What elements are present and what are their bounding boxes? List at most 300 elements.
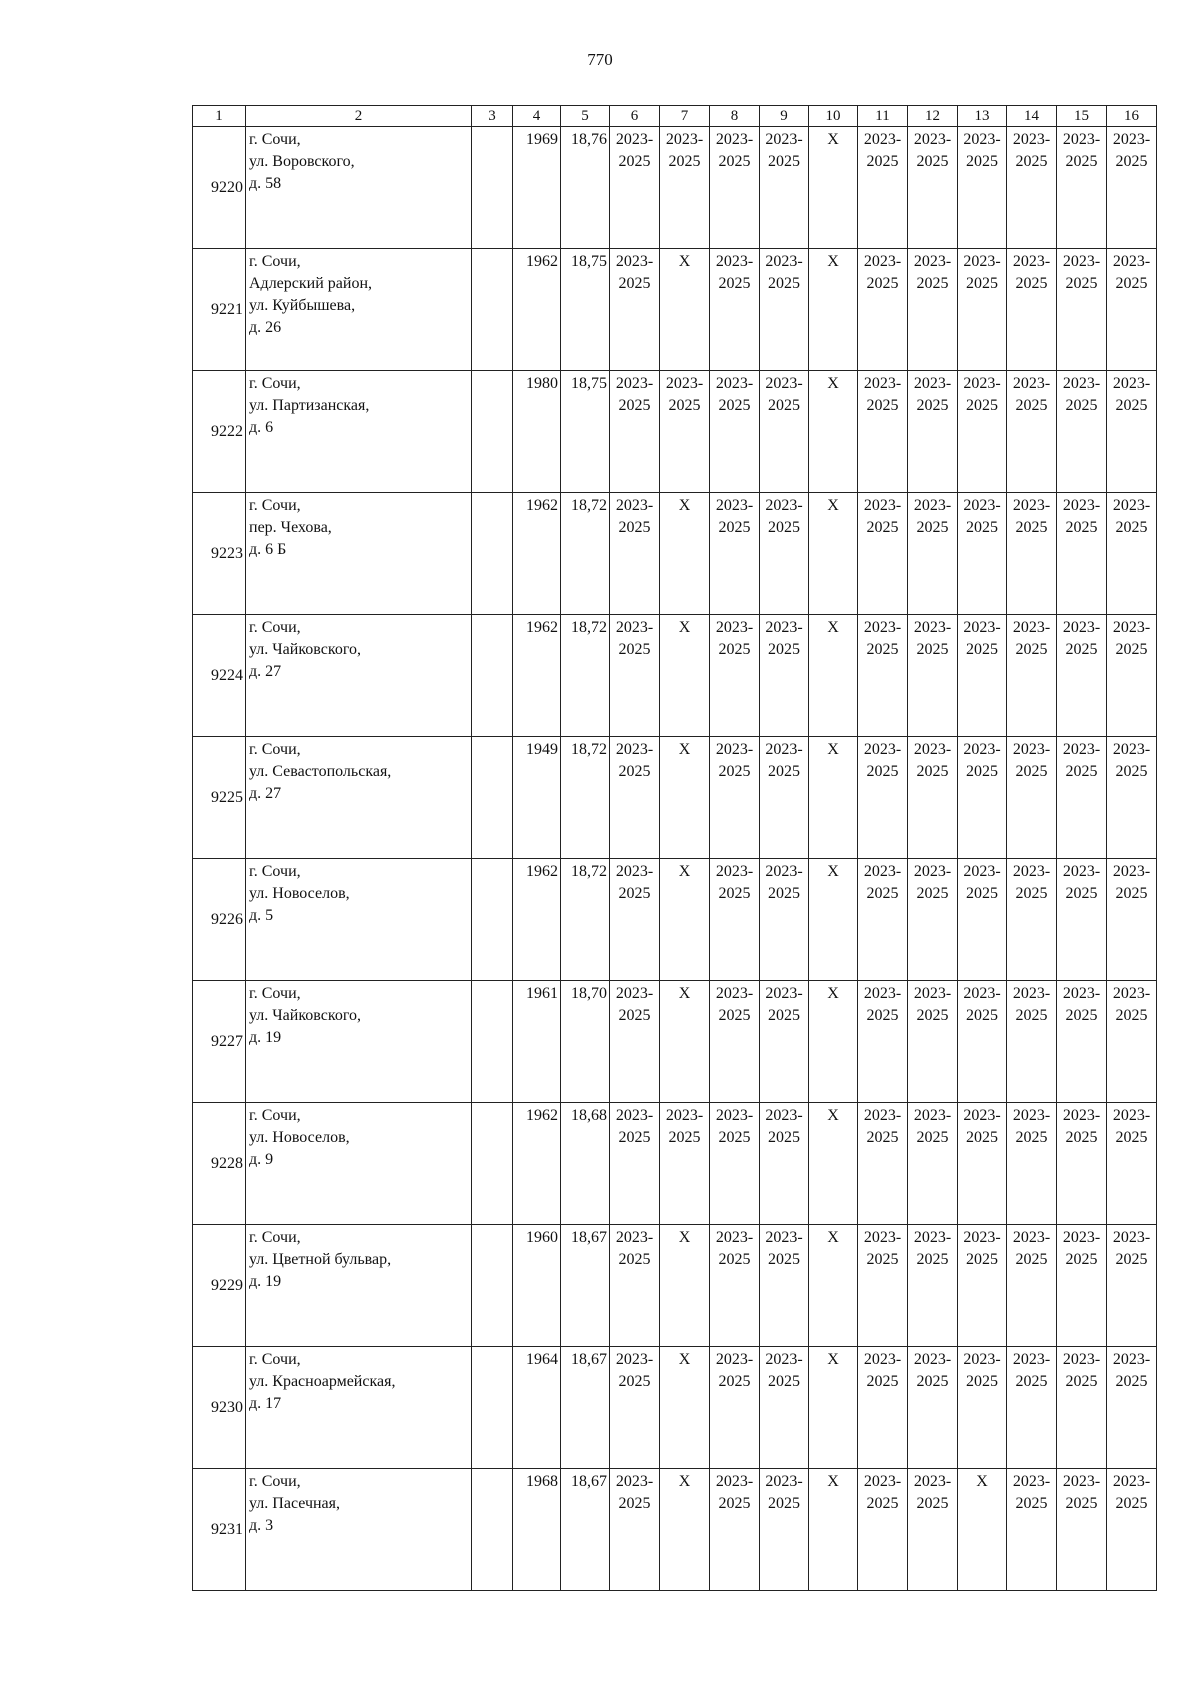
- period-line: 2023-: [963, 1107, 1001, 1124]
- value-cell: 18,76: [561, 127, 610, 249]
- period-line: Х: [678, 1473, 691, 1490]
- period-cell-col-14: [1007, 615, 1057, 737]
- period-line: Х: [678, 863, 691, 880]
- period-line: 2023-: [765, 1229, 803, 1246]
- address-cell: [246, 1469, 472, 1591]
- period-line: 2025: [866, 763, 899, 780]
- period-cell-col-10: [809, 249, 858, 371]
- period-cell-col-12: [908, 127, 958, 249]
- period-line: Х: [827, 375, 839, 392]
- period-line: 2025: [718, 153, 751, 170]
- period-line: 2025: [1115, 763, 1148, 780]
- period-line: Х: [678, 985, 691, 1002]
- period-cell-col-11: [858, 493, 908, 615]
- period-cell-col-11: [858, 1225, 908, 1347]
- period-line: Х: [827, 253, 839, 270]
- period-cell-col-9: [760, 1469, 809, 1591]
- period-line: 2023-: [1112, 741, 1151, 758]
- period-line: 2025: [1115, 641, 1148, 658]
- period-cell-col-9: [760, 371, 809, 493]
- column-3-cell: [472, 1225, 513, 1347]
- period-cell-col-6: [610, 1103, 660, 1225]
- period-line: 2023-: [913, 619, 952, 636]
- period-cell-col-16: [1107, 127, 1157, 249]
- period-line: 2023-: [1112, 131, 1151, 148]
- value-cell: 18,70: [561, 981, 610, 1103]
- address-cell: [246, 1347, 472, 1469]
- address-line: ул. Чайковского,: [249, 1007, 361, 1024]
- period-line: 2025: [1065, 519, 1098, 536]
- column-3-cell: [472, 127, 513, 249]
- period-line: 2025: [618, 641, 651, 658]
- address-cell: [246, 127, 472, 249]
- column-header-7: 7: [660, 106, 710, 127]
- period-cell-col-12: [908, 1103, 958, 1225]
- period-cell-col-12: [908, 493, 958, 615]
- address-line: д. 26: [249, 319, 282, 336]
- address-line: д. 9: [249, 1151, 274, 1168]
- period-line: 2023-: [1062, 1229, 1101, 1246]
- period-cell-col-7: [660, 1225, 710, 1347]
- period-line: 2025: [866, 1373, 899, 1390]
- period-line: 2025: [866, 1007, 899, 1024]
- period-line: 2025: [1015, 275, 1048, 292]
- year-cell: 1960: [513, 1225, 561, 1347]
- period-line: Х: [827, 1229, 839, 1246]
- period-cell-col-8: [710, 615, 760, 737]
- period-cell-col-14: [1007, 1103, 1057, 1225]
- column-header-2: 2: [246, 106, 472, 127]
- address-line: ул. Чайковского,: [249, 641, 361, 658]
- address-line: д. 3: [249, 1517, 274, 1534]
- period-line: 2023-: [715, 1107, 754, 1124]
- period-line: 2025: [768, 519, 800, 536]
- page-number: 770: [587, 50, 613, 69]
- period-cell-col-9: [760, 859, 809, 981]
- period-cell-col-10: [809, 859, 858, 981]
- period-line: 2023-: [615, 253, 654, 270]
- period-line: 2023-: [913, 131, 952, 148]
- value-cell: 18,72: [561, 737, 610, 859]
- period-cell-col-13: [958, 1469, 1007, 1591]
- period-line: 2023-: [913, 985, 952, 1002]
- address-cell: [246, 615, 472, 737]
- period-line: 2025: [1015, 1129, 1048, 1146]
- period-line: 2023-: [863, 985, 902, 1002]
- period-line: 2023-: [863, 497, 902, 514]
- period-line: 2023-: [863, 131, 902, 148]
- address-line: ул. Куйбышева,: [249, 297, 356, 314]
- period-line: 2025: [1115, 153, 1148, 170]
- address-line: г. Сочи,: [249, 619, 301, 636]
- period-cell-col-16: [1107, 371, 1157, 493]
- period-line: 2025: [916, 519, 949, 536]
- period-line: 2023-: [615, 1351, 654, 1368]
- period-cell-col-14: [1007, 249, 1057, 371]
- address-cell: [246, 493, 472, 615]
- column-header-10: 10: [809, 106, 858, 127]
- address-line: д. 19: [249, 1273, 282, 1290]
- period-line: 2023-: [963, 619, 1001, 636]
- value-cell: 18,72: [561, 615, 610, 737]
- period-cell-col-16: [1107, 1225, 1157, 1347]
- period-line: 2023-: [863, 1107, 902, 1124]
- column-3-cell: [472, 1103, 513, 1225]
- period-line: 2023-: [715, 497, 754, 514]
- period-line: 2023-: [963, 497, 1001, 514]
- registry-table: [192, 105, 1157, 1591]
- address-line: ул. Новоселов,: [249, 885, 350, 902]
- period-line: 2023-: [913, 253, 952, 270]
- year-cell: 1962: [513, 249, 561, 371]
- period-cell-col-12: [908, 1347, 958, 1469]
- period-cell-col-9: [760, 493, 809, 615]
- column-header-1: 1: [193, 106, 246, 127]
- period-cell-col-12: [908, 615, 958, 737]
- address-line: д. 5: [249, 907, 274, 924]
- period-line: 2023-: [1012, 863, 1051, 880]
- period-line: 2025: [718, 1495, 751, 1512]
- period-cell-col-7: [660, 493, 710, 615]
- period-line: 2025: [1015, 1251, 1048, 1268]
- period-cell-col-12: [908, 981, 958, 1103]
- period-line: 2025: [1015, 641, 1048, 658]
- address-line: д. 6 Б: [249, 541, 287, 558]
- period-cell-col-14: [1007, 127, 1057, 249]
- period-line: 2023-: [1012, 619, 1051, 636]
- column-3-cell: [472, 1347, 513, 1469]
- period-cell-col-9: [760, 615, 809, 737]
- period-line: 2025: [966, 885, 998, 902]
- period-line: Х: [678, 1351, 691, 1368]
- address-line: г. Сочи,: [249, 253, 301, 270]
- period-cell-col-10: [809, 493, 858, 615]
- period-cell-col-14: [1007, 981, 1057, 1103]
- period-line: 2025: [966, 763, 998, 780]
- period-line: 2023-: [1112, 863, 1151, 880]
- column-3-cell: [472, 737, 513, 859]
- column-3-cell: [472, 859, 513, 981]
- period-line: 2023-: [765, 497, 803, 514]
- period-line: 2023-: [615, 1229, 654, 1246]
- period-cell-col-6: [610, 1225, 660, 1347]
- period-cell-col-11: [858, 615, 908, 737]
- row-number: 9222: [193, 371, 246, 493]
- period-cell-col-14: [1007, 1469, 1057, 1591]
- row-number: 9221: [193, 249, 246, 371]
- period-line: 2023-: [863, 619, 902, 636]
- period-line: 2025: [618, 1495, 651, 1512]
- period-line: 2025: [618, 1373, 651, 1390]
- period-line: 2023-: [963, 985, 1001, 1002]
- period-line: 2023-: [615, 497, 654, 514]
- period-line: 2023-: [1012, 131, 1051, 148]
- period-line: 2025: [966, 1251, 998, 1268]
- column-header-8: 8: [710, 106, 760, 127]
- period-line: 2023-: [1112, 375, 1151, 392]
- period-line: 2025: [1065, 885, 1098, 902]
- row-number: 9229: [193, 1225, 246, 1347]
- period-line: 2023-: [963, 863, 1001, 880]
- period-cell-col-10: [809, 127, 858, 249]
- address-line: ул. Воровского,: [249, 153, 355, 170]
- period-line: 2023-: [1012, 741, 1051, 758]
- address-line: г. Сочи,: [249, 1229, 301, 1246]
- period-line: 2025: [1065, 153, 1098, 170]
- period-cell-col-13: [958, 615, 1007, 737]
- period-cell-col-16: [1107, 1347, 1157, 1469]
- period-cell-col-15: [1057, 1469, 1107, 1591]
- period-line: 2023-: [765, 131, 803, 148]
- period-line: 2025: [866, 397, 899, 414]
- period-line: 2023-: [1062, 1473, 1101, 1490]
- period-cell-col-11: [858, 1469, 908, 1591]
- period-line: 2023-: [863, 253, 902, 270]
- period-line: 2025: [718, 397, 751, 414]
- period-cell-col-9: [760, 127, 809, 249]
- address-line: г. Сочи,: [249, 741, 301, 758]
- period-line: Х: [827, 1351, 839, 1368]
- period-line: 2025: [768, 885, 800, 902]
- address-cell: [246, 371, 472, 493]
- period-line: 2025: [718, 641, 751, 658]
- period-line: 2023-: [1012, 375, 1051, 392]
- period-cell-col-6: [610, 981, 660, 1103]
- column-3-cell: [472, 249, 513, 371]
- period-line: 2025: [668, 397, 701, 414]
- period-line: 2025: [1065, 1129, 1098, 1146]
- period-cell-col-10: [809, 1103, 858, 1225]
- period-line: 2025: [768, 397, 800, 414]
- period-line: 2023-: [765, 1351, 803, 1368]
- period-line: 2025: [618, 275, 651, 292]
- period-cell-col-8: [710, 859, 760, 981]
- address-line: г. Сочи,: [249, 131, 301, 148]
- period-line: 2023-: [1012, 1351, 1051, 1368]
- column-header-row: [193, 106, 1157, 127]
- period-line: 2023-: [615, 1473, 654, 1490]
- address-line: д. 6: [249, 419, 274, 436]
- period-line: 2025: [718, 1373, 751, 1390]
- table-row: [193, 127, 1157, 249]
- table-row: [193, 1469, 1157, 1591]
- address-line: д. 58: [249, 175, 282, 192]
- period-cell-col-16: [1107, 859, 1157, 981]
- period-cell-col-13: [958, 1225, 1007, 1347]
- period-line: 2025: [966, 641, 998, 658]
- period-line: 2025: [1015, 763, 1048, 780]
- period-cell-col-16: [1107, 1103, 1157, 1225]
- period-line: Х: [827, 619, 839, 636]
- address-cell: [246, 1103, 472, 1225]
- period-line: 2025: [718, 885, 751, 902]
- address-line: г. Сочи,: [249, 497, 301, 514]
- period-cell-col-15: [1057, 493, 1107, 615]
- row-number: 9230: [193, 1347, 246, 1469]
- period-cell-col-6: [610, 737, 660, 859]
- period-line: 2025: [866, 519, 899, 536]
- year-cell: 1962: [513, 859, 561, 981]
- period-line: Х: [678, 253, 691, 270]
- address-line: д. 27: [249, 785, 282, 802]
- address-line: д. 17: [249, 1395, 282, 1412]
- period-line: 2025: [966, 519, 998, 536]
- period-cell-col-14: [1007, 1347, 1057, 1469]
- period-cell-col-10: [809, 371, 858, 493]
- period-line: 2025: [1015, 153, 1048, 170]
- value-cell: 18,68: [561, 1103, 610, 1225]
- period-cell-col-13: [958, 127, 1007, 249]
- period-cell-col-11: [858, 249, 908, 371]
- period-line: 2023-: [863, 863, 902, 880]
- period-line: 2025: [718, 763, 751, 780]
- period-cell-col-6: [610, 615, 660, 737]
- period-line: 2023-: [615, 741, 654, 758]
- period-cell-col-13: [958, 737, 1007, 859]
- period-line: 2023-: [715, 1229, 754, 1246]
- year-cell: 1964: [513, 1347, 561, 1469]
- column-header-15: 15: [1057, 106, 1107, 127]
- value-cell: 18,67: [561, 1347, 610, 1469]
- period-line: 2023-: [1112, 1351, 1151, 1368]
- period-cell-col-12: [908, 1225, 958, 1347]
- period-cell-col-13: [958, 493, 1007, 615]
- period-cell-col-13: [958, 1347, 1007, 1469]
- period-cell-col-6: [610, 1347, 660, 1469]
- period-line: 2025: [618, 519, 651, 536]
- period-line: 2023-: [615, 131, 654, 148]
- period-line: 2025: [1015, 1007, 1048, 1024]
- period-cell-col-12: [908, 371, 958, 493]
- period-line: 2023-: [765, 1107, 803, 1124]
- period-line: 2023-: [765, 253, 803, 270]
- period-line: 2023-: [963, 131, 1001, 148]
- period-line: Х: [976, 1473, 988, 1490]
- period-line: 2023-: [863, 1473, 902, 1490]
- column-header-9: 9: [760, 106, 809, 127]
- period-line: 2025: [866, 641, 899, 658]
- period-line: 2023-: [963, 253, 1001, 270]
- period-line: 2025: [768, 641, 800, 658]
- period-line: 2025: [718, 1129, 751, 1146]
- table-row: [193, 249, 1157, 371]
- period-line: 2023-: [863, 1229, 902, 1246]
- period-cell-col-7: [660, 981, 710, 1103]
- column-3-cell: [472, 981, 513, 1103]
- period-line: 2023-: [765, 863, 803, 880]
- period-cell-col-16: [1107, 493, 1157, 615]
- period-cell-col-6: [610, 493, 660, 615]
- column-header-11: 11: [858, 106, 908, 127]
- address-cell: [246, 859, 472, 981]
- period-line: 2025: [618, 1007, 651, 1024]
- period-line: 2023-: [1112, 619, 1151, 636]
- period-line: 2025: [1065, 641, 1098, 658]
- year-cell: 1962: [513, 493, 561, 615]
- period-cell-col-10: [809, 615, 858, 737]
- period-cell-col-7: [660, 737, 710, 859]
- value-cell: 18,75: [561, 371, 610, 493]
- period-cell-col-6: [610, 127, 660, 249]
- period-line: 2023-: [1062, 497, 1101, 514]
- period-line: 2025: [618, 397, 651, 414]
- period-cell-col-9: [760, 981, 809, 1103]
- table-row: [193, 615, 1157, 737]
- period-line: 2023-: [1112, 497, 1151, 514]
- period-cell-col-16: [1107, 737, 1157, 859]
- year-cell: 1969: [513, 127, 561, 249]
- period-cell-col-6: [610, 859, 660, 981]
- year-cell: 1980: [513, 371, 561, 493]
- period-cell-col-14: [1007, 493, 1057, 615]
- period-line: 2023-: [715, 1351, 754, 1368]
- period-line: 2023-: [913, 1351, 952, 1368]
- period-cell-col-7: [660, 127, 710, 249]
- period-cell-col-14: [1007, 859, 1057, 981]
- period-line: 2025: [768, 153, 800, 170]
- period-line: 2025: [1015, 1373, 1048, 1390]
- period-line: 2023-: [1012, 1473, 1051, 1490]
- value-cell: 18,75: [561, 249, 610, 371]
- period-line: 2025: [866, 885, 899, 902]
- period-line: 2025: [916, 885, 949, 902]
- period-cell-col-14: [1007, 737, 1057, 859]
- period-line: 2025: [768, 1373, 800, 1390]
- period-cell-col-16: [1107, 981, 1157, 1103]
- period-line: Х: [827, 863, 839, 880]
- period-line: 2023-: [1112, 253, 1151, 270]
- period-line: 2025: [916, 1129, 949, 1146]
- period-line: 2025: [866, 1251, 899, 1268]
- period-line: Х: [827, 131, 839, 148]
- column-header-4: 4: [513, 106, 561, 127]
- period-line: 2025: [768, 275, 800, 292]
- year-cell: 1961: [513, 981, 561, 1103]
- period-line: 2023-: [1062, 741, 1101, 758]
- period-line: 2023-: [913, 741, 952, 758]
- period-line: 2023-: [715, 253, 754, 270]
- period-line: 2023-: [863, 741, 902, 758]
- period-line: Х: [827, 985, 839, 1002]
- column-header-5: 5: [561, 106, 610, 127]
- period-line: 2023-: [1062, 253, 1101, 270]
- period-line: Х: [678, 497, 691, 514]
- address-line: ул. Красноармейская,: [249, 1373, 396, 1390]
- period-line: 2025: [718, 519, 751, 536]
- period-line: 2025: [1115, 397, 1148, 414]
- period-line: 2023-: [1112, 1473, 1151, 1490]
- period-cell-col-11: [858, 1347, 908, 1469]
- period-line: 2025: [1065, 763, 1098, 780]
- period-line: 2025: [1065, 397, 1098, 414]
- period-line: 2025: [1115, 275, 1148, 292]
- period-cell-col-12: [908, 859, 958, 981]
- period-cell-col-8: [710, 493, 760, 615]
- address-cell: [246, 981, 472, 1103]
- period-line: 2023-: [1112, 985, 1151, 1002]
- period-line: 2025: [966, 153, 998, 170]
- period-line: 2023-: [1062, 985, 1101, 1002]
- period-cell-col-15: [1057, 127, 1107, 249]
- period-line: 2025: [718, 275, 751, 292]
- period-line: 2023-: [1112, 1229, 1151, 1246]
- period-line: 2025: [618, 1129, 651, 1146]
- period-line: 2023-: [913, 497, 952, 514]
- period-line: 2025: [1015, 519, 1048, 536]
- row-number: 9223: [193, 493, 246, 615]
- period-cell-col-9: [760, 1103, 809, 1225]
- period-cell-col-13: [958, 981, 1007, 1103]
